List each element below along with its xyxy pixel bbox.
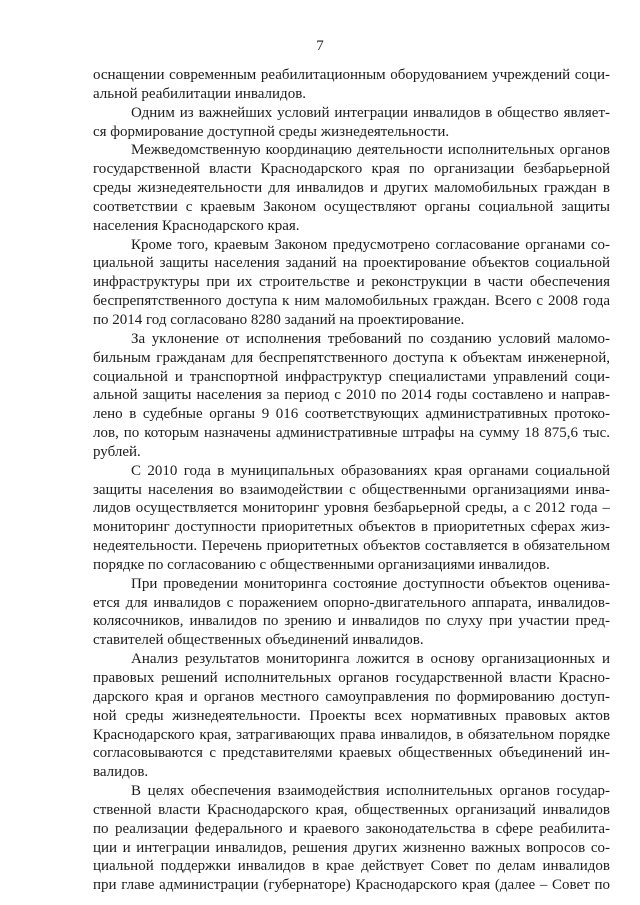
text-line: Краснодарского края, затрагивающих права инвалидов, в обязательном порядке [93,726,610,743]
text-line: при главе администрации (губернаторе) Краснодарского края (далее – Совет по [93,877,610,894]
text-line: альной реабилитации инвалидов. [93,85,307,102]
text-line: правовых решений исполнительных органов государственной власти Красно- [93,670,610,686]
text-line: мониторинг доступности приоритетных объектов в приоритетных сферах жиз- [93,519,610,536]
page-number: 7 [316,38,324,54]
text-line: В целях обеспечения взаимодействия исполнительных органов государ- [131,783,610,800]
text-line: Одним из важнейших условий интеграции инвалидов в общество являет- [131,104,610,121]
text-line: дарского края и органов местного самоуправления по формированию доступ- [93,688,610,705]
text-line: С 2010 года в муниципальных образованиях края органами социальной [131,462,610,479]
text-line: циальной защиты населения заданий на проектирование объектов социальной [93,255,610,272]
text-line: рублей. [93,443,141,460]
text-line: циальной поддержки инвалидов в крае действует Совет по делам инвалидов [93,858,610,875]
text-line: колясочников, инвалидов по зрению и инвалидов по слуху при участии пред- [93,613,610,630]
text-line: альной защиты населения за период с 2010 по 2014 годы составлено и направ- [93,387,610,404]
text-line: За уклонение от исполнения требований по созданию условий маломо- [131,330,610,347]
text-line: оснащении современным реабилитационным оборудованием учреждений соци- [93,67,610,83]
text-line: Анализ результатов мониторинга ложится в основу организационных и [131,651,610,668]
text-line: Межведомственную координацию деятельности исполнительных органов [131,142,610,159]
text-line: по 2014 год согласовано 8280 заданий на проектирование. [93,311,465,328]
text-line: порядке по согласованию с общественными организациями инвалидов. [93,556,550,573]
text-line: по реализации федерального и краевого законодательства в сфере реабилита- [93,820,610,837]
text-line: валидов. [93,764,149,781]
text-line: беспрепятственного доступа к ним маломобильных граждан. Всего с 2008 года [93,293,610,310]
text-line: защиты населения во взаимодействии с общественными организациями инва- [93,481,610,498]
text-line: лов, по которым назначены административные штрафы на сумму 18 875,6 тыс. [93,425,610,442]
body-text [93,66,610,895]
text-line: лено в судебные органы 9 016 соответствующих административных протоко- [93,406,610,423]
text-line: При проведении мониторинга состояние доступности объектов оценива- [131,575,610,592]
text-line: ственной власти Краснодарского края, общественных организаций инвалидов [93,801,610,818]
text-line: государственной власти Краснодарского края по организации безбарьерной [93,161,610,178]
text-line: согласовываются с представителями краевых общественных объединений ин- [93,745,610,762]
text-line: Кроме того, краевым Законом предусмотрено согласование органами со- [131,236,610,253]
text-line: ставителей общественных объединений инвалидов. [93,632,424,649]
text-line: социальной и транспортной инфраструктур специалистами управлений соци- [93,368,610,385]
text-line: среды жизнедеятельности для инвалидов и других маломобильных граждан в [93,180,610,197]
text-line: ции и интеграции инвалидов, решения других жизненно важных вопросов со- [93,839,610,856]
text-line: соответствии с краевым Законом осуществляют органы социальной защиты [93,198,610,215]
text-line: ся формирование доступной среды жизнедеятельности. [93,123,450,140]
text-line: бильным гражданам для беспрепятственного доступа к объектам инженерной, [93,349,610,366]
text-line: населения Краснодарского края. [93,217,300,234]
text-line: недеятельности. Перечень приоритетных объектов составляется в обязательном [93,538,610,555]
text-line: лидов осуществляется мониторинг уровня безбарьерной среды, а с 2012 года – [93,500,610,517]
text-line: ной среды жизнедеятельности. Проекты всех нормативных правовых актов [93,707,610,724]
text-line: инфраструктуры при их строительстве и реконструкции в части обеспечения [93,274,610,291]
text-line: ется для инвалидов с поражением опорно-двигательного аппарата, инвалидов- [93,594,610,611]
